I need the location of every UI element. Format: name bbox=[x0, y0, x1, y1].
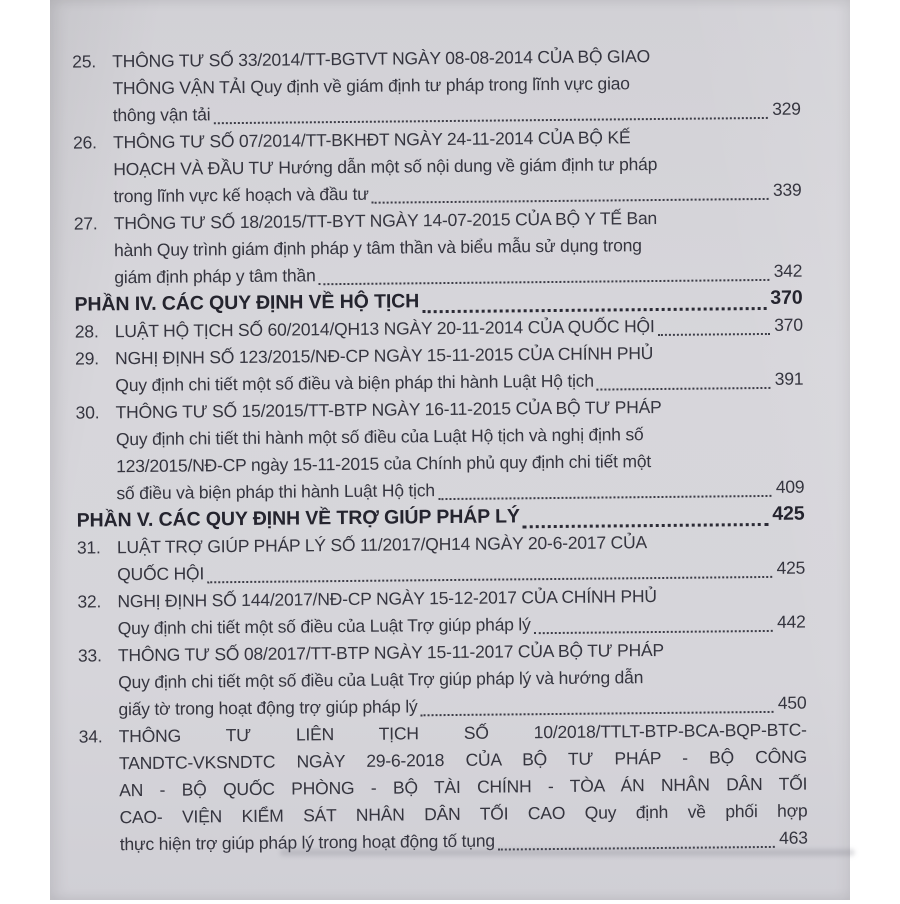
dot-leader bbox=[422, 285, 766, 313]
toc-entry-33 bbox=[78, 636, 807, 724]
section-page-number: 425 bbox=[772, 502, 805, 525]
entry-number: 30. bbox=[75, 402, 100, 423]
entry-text: giám định pháp y tâm thần bbox=[114, 265, 316, 288]
entry-line: HOẠCH VÀ ĐẦU TƯ Hướng dẫn một số nội dung về giám định tư pháp bbox=[113, 153, 658, 180]
entry-line: THÔNG TƯ SỐ 15/2015/TT-BTP NGÀY 16-11-2015 CỦA BỘ TƯ PHÁP bbox=[115, 396, 662, 423]
entry-line: THÔNG TƯ LIÊN TỊCH SỐ 10/2018/TTLT-BTP-BCA-BQP-BTC- bbox=[118, 719, 807, 747]
entry-text: Quy định chi tiết một số điều và biện pháp thi hành Luật Hộ tịch bbox=[115, 370, 594, 396]
entry-page-number: 463 bbox=[779, 827, 808, 848]
entry-line: THÔNG VẬN TẢI Quy định về giám định tư pháp trong lĩnh vực giao bbox=[112, 73, 630, 99]
dot-leader bbox=[318, 258, 769, 285]
entry-body bbox=[114, 204, 803, 292]
toc-entry-26 bbox=[73, 123, 802, 211]
page-tilt-wrapper bbox=[46, 0, 855, 904]
entry-line: NGHỊ ĐỊNH SỐ 123/2015/NĐ-CP NGÀY 15-11-2015 CỦA CHÍNH PHỦ bbox=[115, 343, 654, 369]
entry-body bbox=[119, 717, 808, 859]
entry-line: THÔNG TƯ SỐ 08/2017/TT-BTP NGÀY 15-11-2017 CỦA BỘ TƯ PHÁP bbox=[117, 639, 664, 666]
dot-leader bbox=[207, 555, 773, 583]
scan-smudge-artifact bbox=[280, 849, 855, 856]
entry-body bbox=[115, 339, 803, 400]
entry-number: 33. bbox=[77, 645, 102, 666]
dot-leader bbox=[597, 366, 771, 391]
entry-number: 34. bbox=[78, 726, 103, 747]
entry-page-number: 442 bbox=[776, 611, 806, 632]
dot-leader bbox=[438, 474, 772, 500]
entry-body bbox=[118, 636, 807, 724]
toc-entry-34 bbox=[79, 717, 808, 859]
dot-leader bbox=[372, 177, 769, 204]
toc-entry-29 bbox=[75, 339, 803, 400]
entry-body bbox=[117, 528, 805, 589]
toc-entry-30 bbox=[75, 393, 804, 508]
entry-number: 28. bbox=[74, 321, 99, 342]
entry-line: Quy định chi tiết một số điều của Luật Trợ giúp pháp lý và hướng dẫn bbox=[118, 667, 644, 693]
entry-page-number: 425 bbox=[776, 557, 806, 578]
entry-number: 26. bbox=[72, 132, 97, 153]
toc-entry-25 bbox=[72, 42, 801, 130]
section-title: PHẦN V. CÁC QUY ĐỊNH VỀ TRỢ GIÚP PHÁP LÝ bbox=[76, 505, 520, 532]
entry-line: TANDTC-VKSNDTC NGÀY 29-6-2018 CỦA BỘ TƯ PHÁP - BỘ CÔNG bbox=[118, 746, 808, 774]
entry-line: THÔNG TƯ SỐ 18/2015/TT-BYT NGÀY 14-07-2015 CỦA BỘ Y TẾ Ban bbox=[113, 208, 658, 234]
toc-entry-31 bbox=[77, 528, 805, 589]
toc-entry-27 bbox=[74, 204, 803, 292]
entry-page-number: 409 bbox=[775, 476, 805, 497]
entry-line: 123/2015/NĐ-CP ngày 15-11-2015 của Chính phủ quy định chi tiết một bbox=[116, 451, 652, 477]
entry-body bbox=[112, 42, 801, 130]
entry-page-number: 339 bbox=[772, 179, 802, 200]
entry-line: hành Quy trình giám định pháp y tâm thần và biểu mẫu sử dụng trong bbox=[113, 235, 642, 261]
entry-number: 29. bbox=[75, 348, 99, 369]
entry-page-number: 342 bbox=[773, 260, 803, 281]
entry-body bbox=[113, 123, 802, 211]
dot-leader bbox=[420, 690, 774, 716]
entry-text: Quy định chi tiết một số điều của Luật Trợ giúp pháp lý bbox=[117, 614, 531, 639]
entry-line: THÔNG TƯ SỐ 33/2014/TT-BGTVT NGÀY 08-08-2014 CỦA BỘ GIAO bbox=[112, 46, 651, 72]
entry-text: LUẬT HỘ TỊCH SỐ 60/2014/QH13 NGÀY 20-11-2014 CỦA QUỐC HỘI bbox=[114, 316, 655, 342]
entry-number: 32. bbox=[77, 591, 102, 612]
entry-line: NGHỊ ĐỊNH SỐ 144/2017/NĐ-CP NGÀY 15-12-2017 CỦA CHÍNH PHỦ bbox=[117, 586, 657, 612]
entry-text: thông vận tải bbox=[112, 104, 211, 126]
entry-body bbox=[117, 582, 805, 643]
entry-line: AN - BỘ QUỐC PHÒNG - BỘ TÀI CHÍNH - TÒA ÁN NHÂN DÂN TỐI bbox=[119, 773, 808, 801]
entry-text: thực hiện trợ giúp pháp lý trong hoạt động tố tụng bbox=[119, 830, 495, 855]
dot-leader bbox=[523, 501, 769, 528]
entry-page-number: 329 bbox=[772, 98, 801, 119]
entry-line: CAO- VIỆN KIỂM SÁT NHÂN DÂN TỐI CAO Quy định về phối hợp bbox=[119, 800, 808, 828]
section-title: PHẦN IV. CÁC QUY ĐỊNH VỀ HỘ TỊCH bbox=[74, 290, 420, 316]
entry-line: Quy định chi tiết thi hành một số điều của Luật Hộ tịch và nghị định số bbox=[115, 424, 644, 450]
dot-leader bbox=[657, 312, 770, 336]
entry-number: 27. bbox=[73, 213, 98, 234]
entry-line: LUẬT TRỢ GIÚP PHÁP LÝ SỐ 11/2017/QH14 NGÀY 20-6-2017 CỦA bbox=[116, 532, 648, 558]
entry-number: 31. bbox=[76, 537, 101, 558]
entry-page-number: 450 bbox=[777, 692, 807, 713]
toc-entry-32 bbox=[77, 582, 805, 643]
entry-text: số điều và biện pháp thi hành Luật Hộ tịch bbox=[116, 480, 435, 504]
entry-number: 25. bbox=[72, 51, 97, 72]
dot-leader bbox=[498, 825, 775, 851]
entry-page-number: 391 bbox=[774, 368, 804, 389]
table-of-contents bbox=[46, 0, 854, 859]
book-page-photo bbox=[50, 0, 850, 900]
entry-text: trong lĩnh vực kế hoạch và đầu tư bbox=[113, 183, 369, 207]
dot-leader bbox=[213, 96, 768, 124]
entry-line: THÔNG TƯ SỐ 07/2014/TT-BKHĐT NGÀY 24-11-2014 CỦA BỘ KẾ bbox=[112, 127, 631, 153]
section-page-number: 370 bbox=[770, 286, 803, 309]
entry-body bbox=[115, 393, 804, 508]
entry-text: giấy tờ trong hoạt động trợ giúp pháp lý bbox=[118, 696, 418, 720]
entry-text: QUỐC HỘI bbox=[117, 563, 205, 585]
dot-leader bbox=[534, 609, 774, 634]
entry-page-number: 370 bbox=[774, 314, 803, 335]
